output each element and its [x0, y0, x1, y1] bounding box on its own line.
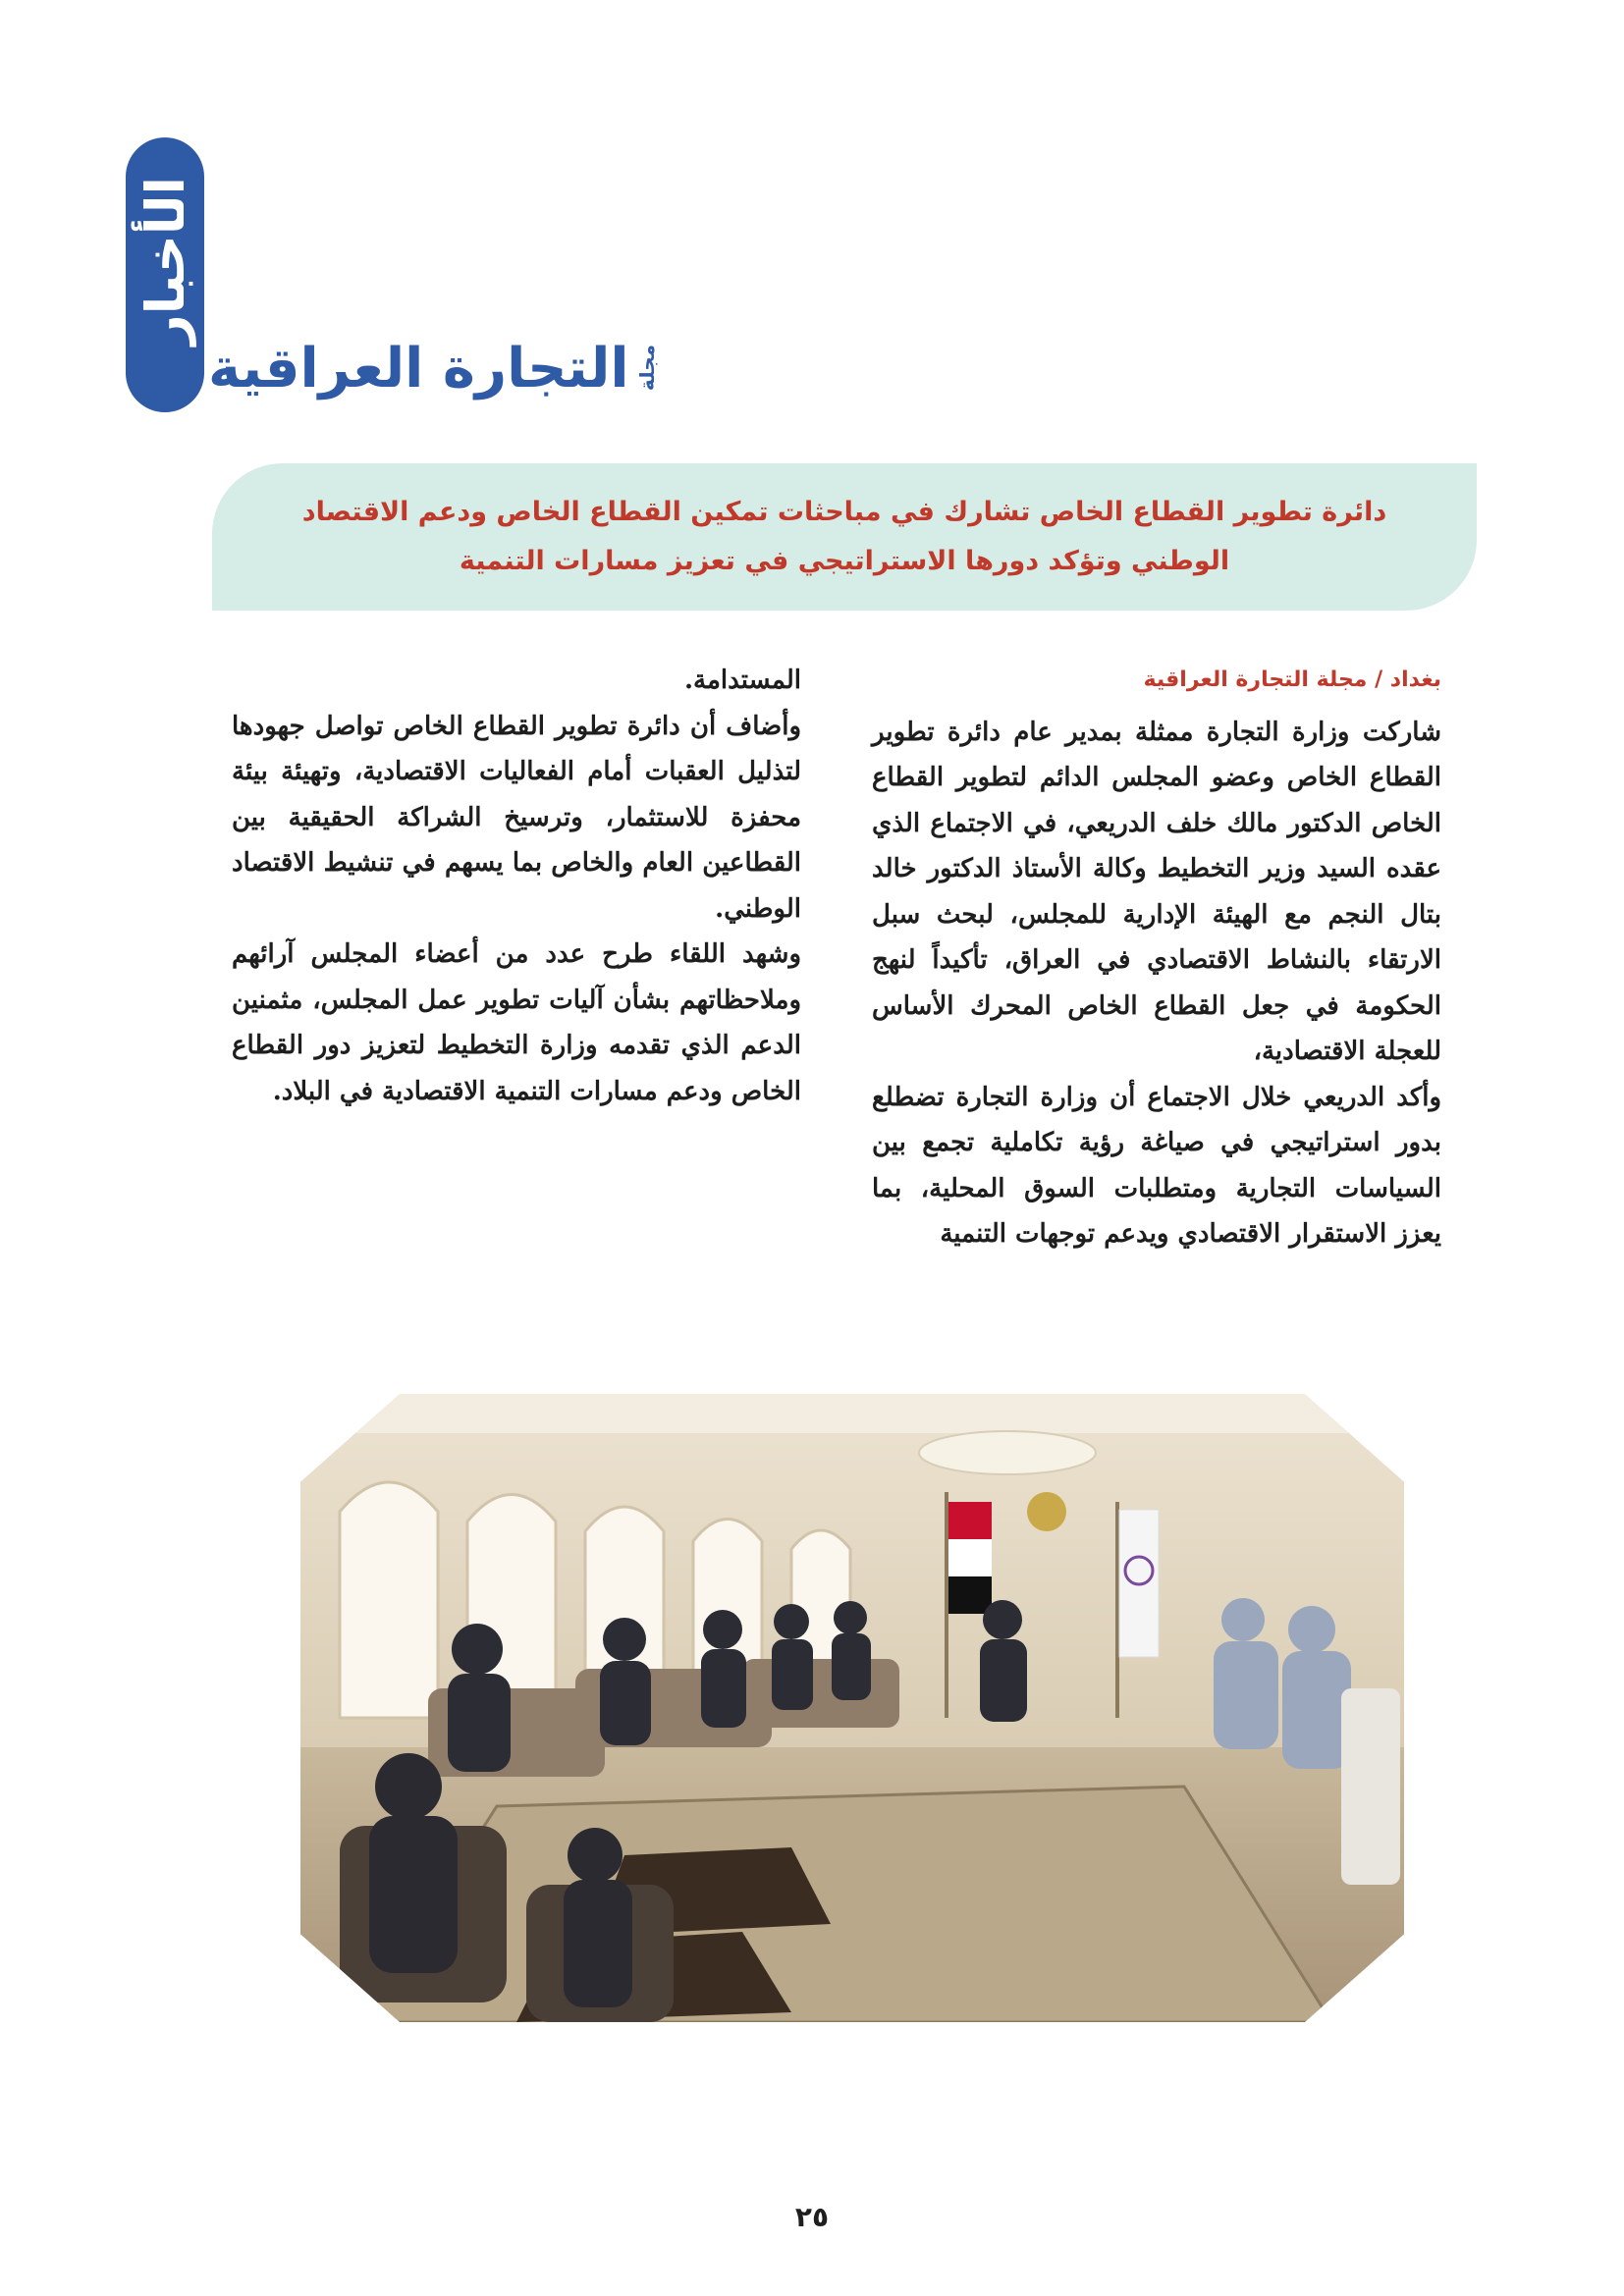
section-label: الأخبار: [134, 177, 196, 346]
article-column-right: [872, 658, 1441, 1257]
meeting-photo: [300, 1394, 1404, 2022]
article-paragraph: وأضاف أن دائرة تطوير القطاع الخاص تواصل جهودها لتذليل العقبات أمام الفعاليات الاقتصادية، وتهيئة بيئة محفزة للاستثمار، وترسيخ الشراكة الحقيقية بين القطاعين العام والخاص بما يسهم في تنشيط الاقتصاد الوطني.: [232, 711, 801, 924]
magazine-title: التجارة العراقية: [208, 337, 629, 400]
magazine-small-label: مجلة: [634, 344, 659, 391]
article-headline: دائرة تطوير القطاع الخاص تشارك في مباحثات تمكين القطاع الخاص ودعم الاقتصاد الوطني وتؤكد دورها الاستراتيجي في تعزيز مسارات التنمية: [301, 497, 1387, 576]
article-column-left: [232, 658, 801, 1114]
article-paragraph: المستدامة.: [683, 666, 801, 695]
page-number: ٢٥: [794, 2201, 830, 2233]
article-byline: بغداد / مجلة التجارة العراقية: [1143, 667, 1441, 692]
meeting-photo-illustration: [300, 1394, 1404, 2022]
article-paragraph: شاركت وزارة التجارة ممثلة بمدير عام دائرة تطوير القطاع الخاص وعضو المجلس الدائم لتطوير القطاع الخاص الدكتور مالك خلف الدريعي، في الاجتماع الذي عقده السيد وزير التخطيط وكالة الأستاذ الدكتور خالد بتال النجم مع الهيئة الإدارية للمجلس، لبحث سبل الارتقاء بالنشاط الاقتصادي في العراق، تأكيداً لنهج الحكومة في جعل القطاع الخاص المحرك الأساس للعجلة الاقتصادية،: [872, 717, 1441, 1066]
headline-banner: [212, 463, 1477, 611]
magazine-masthead: [208, 337, 659, 400]
section-tab: [126, 137, 204, 412]
article-paragraph: وشهد اللقاء طرح عدد من أعضاء المجلس آرائهم وملاحظاتهم بشأن آليات تطوير عمل المجلس، مثمنين الدعم الذي تقدمه وزارة التخطيط لتعزيز دور القطاع الخاص ودعم مسارات التنمية الاقتصادية في البلاد.: [232, 939, 801, 1106]
article-paragraph: وأكد الدريعي خلال الاجتماع أن وزارة التجارة تضطلع بدور استراتيجي في صياغة رؤية تكاملية تجمع بين السياسات التجارية ومتطلبات السوق المحلية، بما يعزز الاستقرار الاقتصادي ويدعم توجهات التنمية: [872, 1082, 1441, 1249]
